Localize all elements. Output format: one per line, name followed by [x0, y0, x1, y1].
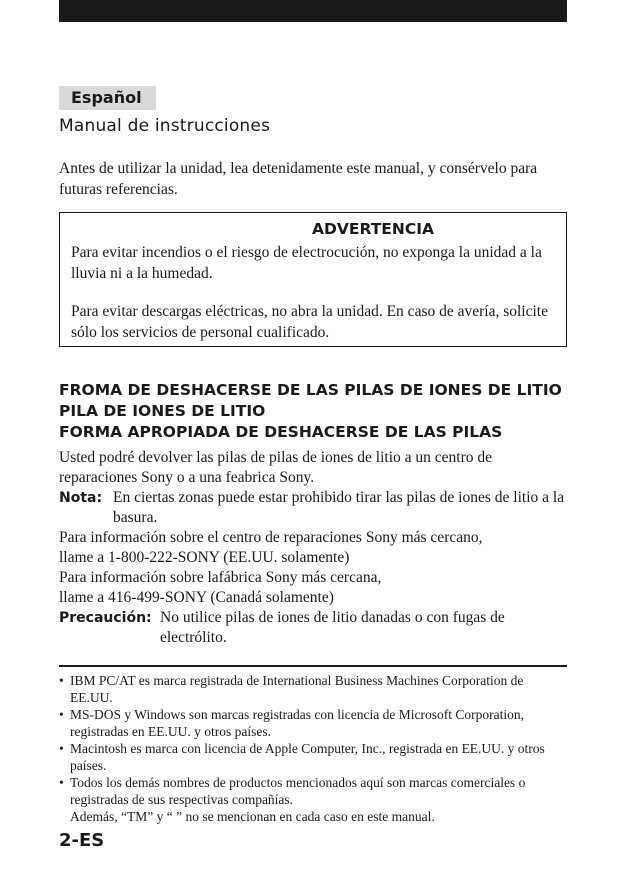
- section-divider: [59, 665, 567, 667]
- warning-paragraph-shock: Para evitar descargas eléctricas, no abra la unidad. En caso de avería, solicite sólo los servicios de personal cualificado.: [71, 303, 548, 341]
- precaution-label: Precaución:: [59, 610, 152, 626]
- heading-lithium-battery: PILA DE IONES DE LITIO: [59, 402, 266, 420]
- note-text: En ciertas zonas puede estar prohibido tirar las pilas de iones de litio a la basura.: [113, 489, 565, 526]
- bullet-icon: •: [59, 741, 64, 756]
- trademark-note: [59, 808, 569, 825]
- manual-title: Manual de instrucciones: [59, 116, 271, 136]
- precaution-text: No utilice pilas de iones de litio danadas o con fugas de electrólito.: [160, 609, 505, 646]
- trademark-text: MS-DOS y Windows son marcas registradas con licencia de Microsoft Corporation, registradas en EE.UU. y otros países.: [70, 707, 524, 739]
- return-text: Usted podré devolver las pilas de pilas de iones de litio a un centro de reparaciones Sony o a una feabrica Sony.: [59, 449, 493, 486]
- heading-proper-disposal: FORMA APROPIADA DE DESHACERSE DE LAS PILAS: [59, 423, 503, 441]
- trademark-note-text: Además, “TM” y “ ” no se mencionan en cada caso en este manual.: [70, 809, 435, 824]
- language-tab: Español: [59, 86, 156, 110]
- warning-title: ADVERTENCIA: [312, 220, 434, 238]
- page-number: 2-ES: [59, 830, 105, 851]
- trademark-text: Todos los demás nombres de productos mencionados aquí son marcas comerciales o registradas de sus respectivas compañías.: [70, 775, 526, 807]
- battery-headings: [59, 380, 579, 443]
- trademark-item-ibm: [59, 672, 569, 706]
- bullet-icon: •: [59, 673, 64, 688]
- trademark-item-others: [59, 774, 569, 808]
- note-label: Nota:: [59, 490, 103, 506]
- warning-box: [59, 212, 567, 347]
- warning-paragraph-fire: Para evitar incendios o el riesgo de electrocución, no exponga la unidad a la lluvia ni a la humedad.: [71, 244, 542, 282]
- battery-body: [59, 448, 574, 648]
- intro-text: Antes de utilizar la unidad, lea detenidamente este manual, y consérvelo para futuras referencias.: [59, 160, 538, 198]
- trademark-text: IBM PC/AT es marca registrada de International Business Machines Corporation de EE.UU.: [70, 673, 524, 705]
- phone-factory-text: llame a 416-499-SONY (Canadá solamente): [59, 589, 334, 606]
- heading-disposal-form: FROMA DE DESHACERSE DE LAS PILAS DE IONES DE LITIO: [59, 381, 562, 399]
- note-row: [59, 488, 574, 528]
- trademark-list: [59, 672, 569, 825]
- bullet-icon: •: [59, 775, 64, 790]
- phone-center-text: llame a 1-800-222-SONY (EE.UU. solamente): [59, 549, 350, 566]
- precaution-row: [59, 608, 574, 648]
- trademark-item-apple: [59, 740, 569, 774]
- info-factory-text: Para información sobre lafábrica Sony más cercana,: [59, 569, 382, 586]
- top-black-bar: [59, 0, 567, 22]
- trademark-item-microsoft: [59, 706, 569, 740]
- bullet-icon: •: [59, 707, 64, 722]
- trademark-text: Macintosh es marca con licencia de Apple Computer, Inc., registrada en EE.UU. y otros países.: [70, 741, 545, 773]
- info-center-text: Para información sobre el centro de reparaciones Sony más cercano,: [59, 529, 483, 546]
